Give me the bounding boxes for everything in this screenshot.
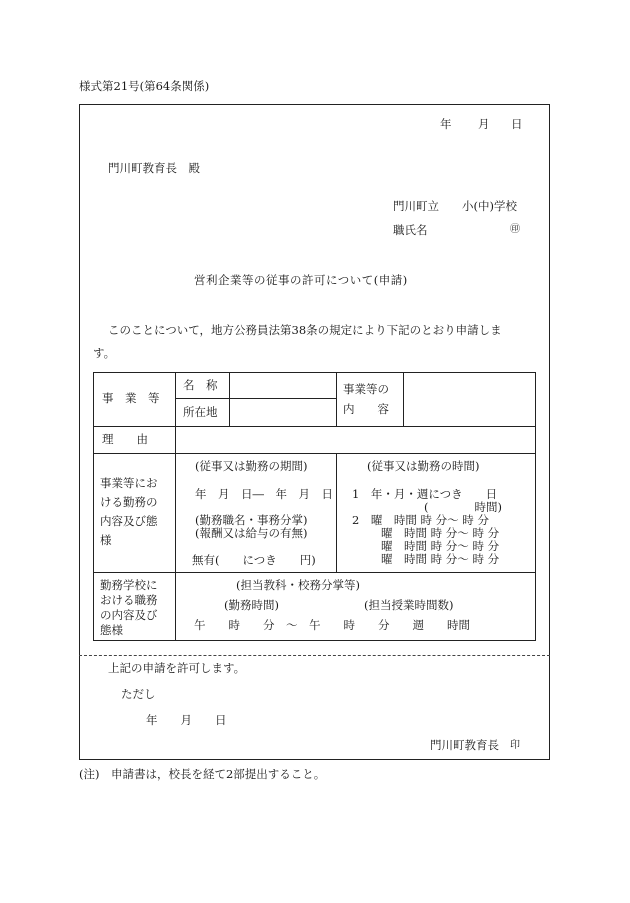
time-line-2: ( 時間)	[424, 500, 502, 514]
table-line	[93, 640, 536, 641]
form-title: 営利企業等の従事の許可について(申請)	[194, 273, 408, 287]
work-label-line: 様	[100, 533, 112, 547]
date-year: 年	[440, 117, 452, 131]
duties-label: (勤務職名・事務分掌)	[195, 513, 308, 527]
name-label: 名 称	[183, 378, 218, 392]
table-line	[175, 372, 176, 641]
subject-label: (担当教科・校務分掌等)	[236, 578, 360, 592]
time-line-4: 曜 時間 時 分～ 時 分	[381, 526, 500, 540]
pay-value: 無有( につき 円)	[192, 553, 316, 567]
approval-signer: 門川町教育長	[430, 738, 499, 752]
class-hours-label: (担当授業時間数)	[364, 598, 454, 612]
hours-label: (勤務時間)	[224, 598, 279, 612]
table-line	[93, 453, 536, 454]
table-line	[93, 372, 536, 373]
time-header: (従事又は勤務の時間)	[367, 459, 480, 473]
school-label-line: おける職務	[100, 593, 158, 607]
body-text-line2: す。	[93, 346, 116, 360]
approval-proviso: ただし	[121, 687, 156, 701]
footnote: (注) 申請書は，校長を経て2部提出すること。	[79, 767, 326, 781]
pay-label: (報酬又は給与の有無)	[195, 526, 308, 540]
period-header: (従事又は勤務の期間)	[195, 459, 308, 473]
time-line-3: 2 曜 時間 時 分～ 時 分	[352, 513, 489, 527]
dashed-divider	[79, 655, 550, 656]
school-label-line: の内容及び	[100, 608, 158, 622]
approval-seal: 印	[510, 740, 520, 751]
work-label-line: 内容及び態	[100, 514, 158, 528]
form-number: 様式第21号(第64条関係)	[79, 79, 210, 93]
work-label-line: ける勤務の	[100, 495, 158, 509]
work-label-line: 事業等にお	[100, 476, 158, 490]
table-line	[336, 372, 337, 426]
business-label: 事 業 等	[102, 391, 160, 405]
applicant-school: 門川町立 小(中)学校	[393, 199, 517, 213]
table-line	[175, 398, 336, 399]
body-text-line1: このことについて，地方公務員法第38条の規定により下記のとおり申請しま	[108, 323, 502, 337]
applicant-name-label: 職氏名	[393, 223, 428, 237]
time-line-6: 曜 時間 時 分～ 時 分	[381, 552, 500, 566]
table-line	[93, 372, 94, 641]
date-day: 日	[511, 117, 523, 131]
school-label-line: 勤務学校に	[100, 578, 158, 592]
table-line	[336, 453, 337, 572]
school-label-line: 態様	[100, 623, 123, 637]
period-value: 年 月 日― 年 月 日	[195, 487, 333, 501]
table-line	[93, 572, 536, 573]
time-line-1: 1 年・月・週につき 日	[352, 487, 498, 501]
addressee: 門川町教育長 殿	[108, 161, 200, 175]
hours-value: 午 時 分 ～ 午 時 分 週 時間	[194, 618, 470, 632]
date-month: 月	[478, 117, 490, 131]
location-label: 所在地	[183, 405, 218, 419]
content-label-2: 内 容	[343, 402, 389, 416]
content-label-1: 事業等の	[343, 382, 389, 396]
applicant-seal: ㊞	[510, 224, 520, 235]
reason-label: 理 由	[102, 432, 148, 446]
approval-date: 年 月 日	[146, 713, 227, 727]
time-line-5: 曜 時間 時 分～ 時 分	[381, 539, 500, 553]
table-line	[229, 372, 230, 426]
approval-text: 上記の申請を許可します。	[108, 661, 246, 675]
table-line	[93, 426, 536, 427]
table-line	[535, 372, 536, 641]
table-line	[403, 372, 404, 426]
